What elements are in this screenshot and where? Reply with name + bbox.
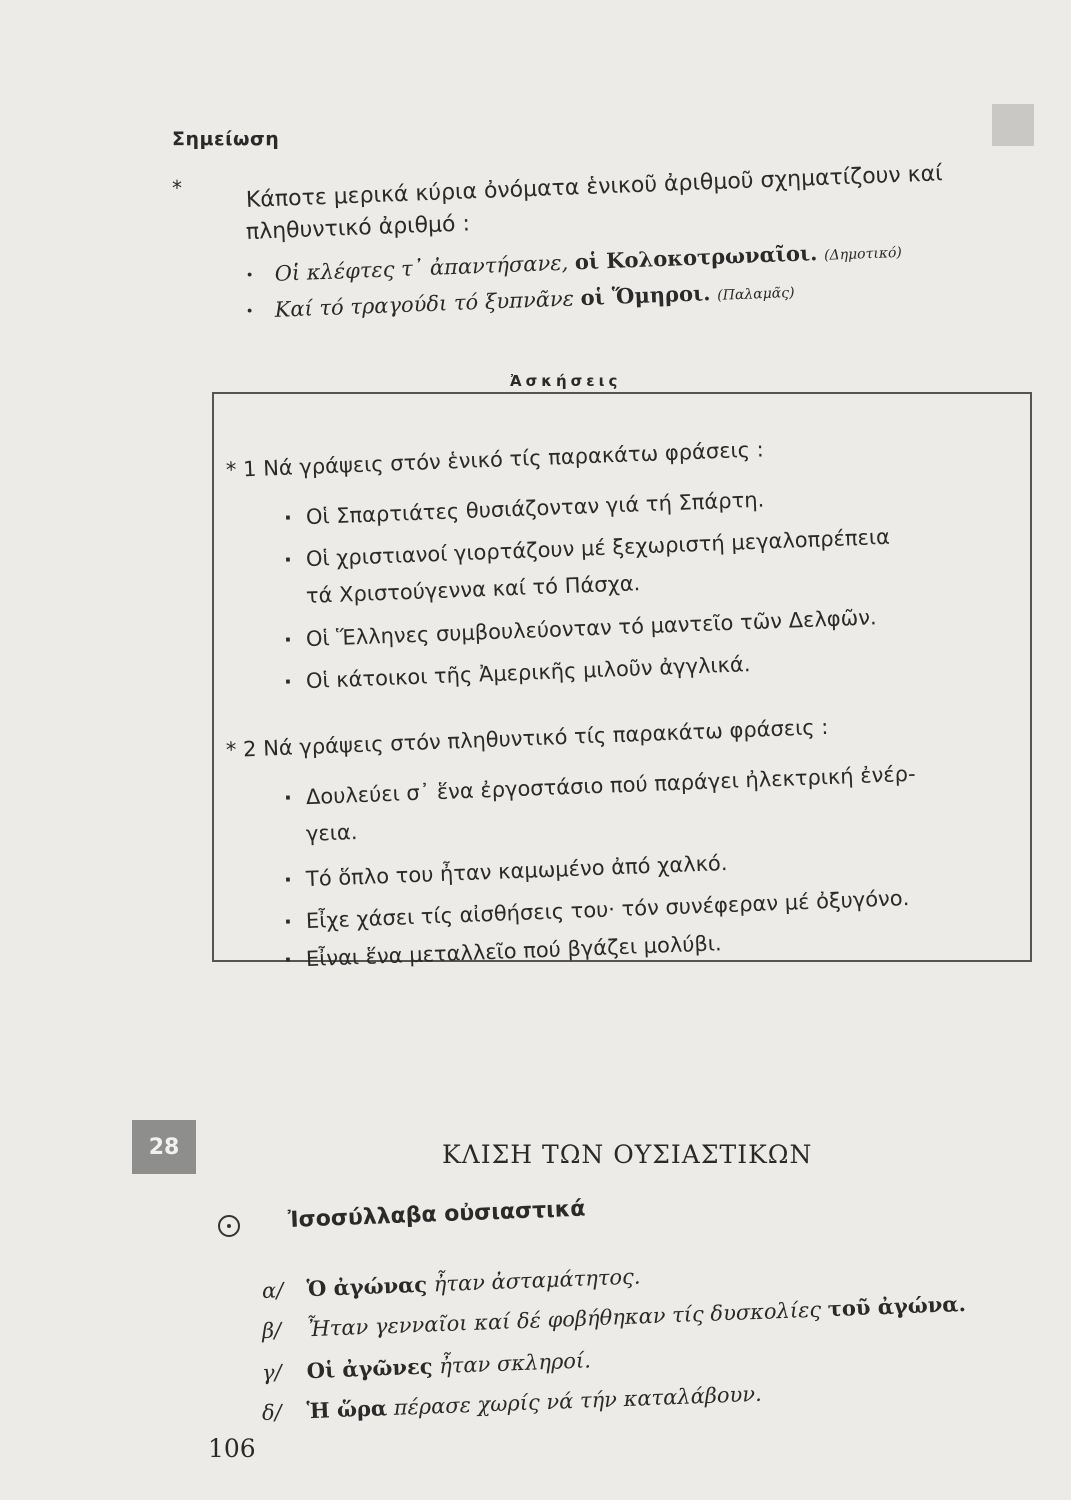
example-label: δ/ bbox=[261, 1400, 283, 1425]
bullet: · bbox=[283, 627, 293, 652]
page-number: 106 bbox=[208, 1434, 256, 1463]
example-text: ἦταν ἀσταμάτητος. bbox=[433, 1264, 641, 1297]
bullet: · bbox=[283, 785, 293, 810]
corner-mark bbox=[992, 104, 1034, 146]
exercise-2-item-continuation: γεια. bbox=[305, 820, 358, 846]
item-text: Οἱ χριστιανοί γιορτάζουν μέ ξεχωριστή μεγαλοπρέπεια bbox=[305, 524, 891, 572]
section-example bbox=[262, 1347, 592, 1385]
example-label: γ/ bbox=[261, 1360, 283, 1385]
example-text: ἦταν σκληροί. bbox=[438, 1348, 592, 1379]
example-text: Οἱ κλέφτες τ᾽ ἀπαντήσανε, bbox=[274, 250, 569, 286]
example-bold: οἱ Ὅμηροι. bbox=[580, 280, 711, 311]
item-text: Οἱ Ἕλληνες συμβουλεύονταν τό μαντεῖο τῶν Δελφῶν. bbox=[305, 605, 878, 652]
note-line-1: Κάποτε μερικά κύρια ὀνόματα ἑνικοῦ ἀριθμοῦ σχηματίζουν καί bbox=[245, 161, 943, 213]
item-text: Εἶναι ἕνα μεταλλεῖο πού βγάζει μολύβι. bbox=[305, 931, 723, 972]
bullet: · bbox=[245, 261, 254, 287]
bullet: · bbox=[283, 547, 293, 572]
exercise-1-item-continuation: τά Χριστούγεννα καί τό Πάσχα. bbox=[305, 571, 641, 608]
item-text: Εἶχε χάσει τίς αἰσθήσεις του· τόν συνέφεραν μέ ὀξυγόνο. bbox=[305, 885, 910, 934]
note-example-1 bbox=[246, 237, 903, 287]
instruction-text: Νά γράψεις στόν πληθυντικό τίς παρακάτω φράσεις : bbox=[262, 714, 829, 761]
example-text: Καί τό τραγούδι τό ξυπνᾶνε bbox=[274, 286, 575, 322]
example-bold: οἱ Κολοκοτρωναῖοι. bbox=[574, 240, 818, 275]
bullet: · bbox=[283, 505, 293, 530]
example-label: α/ bbox=[261, 1278, 284, 1303]
exercises-title: Ἀσκήσεις bbox=[500, 372, 631, 390]
example-text: πέρασε χωρίς νά τήν καταλάβουν. bbox=[393, 1381, 763, 1420]
bullet: · bbox=[283, 669, 293, 694]
instruction-text: Νά γράψεις στόν ἑνικό τίς παρακάτω φράσεις : bbox=[262, 437, 765, 481]
bullet: · bbox=[245, 297, 254, 323]
item-text: Τό ὅπλο του ἦταν καμωμένο ἀπό χαλκό. bbox=[305, 850, 728, 892]
circle-dot-icon bbox=[218, 1215, 240, 1237]
example-bold-end: τοῦ ἀγώνα. bbox=[827, 1290, 967, 1322]
subsection-heading: Ἰσοσύλλαβα οὐσιαστικά bbox=[287, 1196, 586, 1233]
item-text: Οἱ Σπαρτιάτες θυσιάζονταν γιά τή Σπάρτη. bbox=[305, 487, 765, 530]
section-number-badge: 28 bbox=[132, 1120, 196, 1174]
section-example bbox=[262, 1263, 641, 1303]
example-source: (Παλαμᾶς) bbox=[716, 284, 795, 304]
note-star: * bbox=[172, 176, 182, 200]
example-source: (Δημοτικό) bbox=[823, 244, 903, 264]
section-title: ΚΛΙΣΗ ΤΩΝ ΟΥΣΙΑΣΤΙΚΩΝ bbox=[442, 1140, 813, 1169]
example-bold: Οἱ ἀγῶνες bbox=[306, 1353, 433, 1384]
bullet: · bbox=[283, 947, 293, 972]
exercise-number: * 1 bbox=[225, 456, 257, 482]
item-text: Δουλεύει σ᾽ ἕνα ἐργοστάσιο πού παράγει ἠλεκτρική ἐνέρ- bbox=[305, 761, 916, 810]
example-bold: Ὁ ἀγώνας bbox=[306, 1271, 428, 1302]
section-example bbox=[262, 1381, 763, 1425]
exercise-number: * 2 bbox=[225, 736, 257, 762]
example-bold: Ἡ ὥρα bbox=[306, 1395, 388, 1424]
example-text: Ἦταν γενναῖοι καί δέ φοβήθηκαν τίς δυσκολίες bbox=[306, 1297, 822, 1342]
bullet: · bbox=[283, 909, 293, 934]
item-text: Οἱ κάτοικοι τῆς Ἀμερικῆς μιλοῦν ἀγγλικά. bbox=[305, 652, 751, 694]
note-title: Σημείωση bbox=[172, 128, 280, 150]
example-label: β/ bbox=[261, 1318, 282, 1343]
note-line-2: πληθυντικό ἀριθμό : bbox=[245, 211, 471, 245]
bullet: · bbox=[283, 867, 293, 892]
